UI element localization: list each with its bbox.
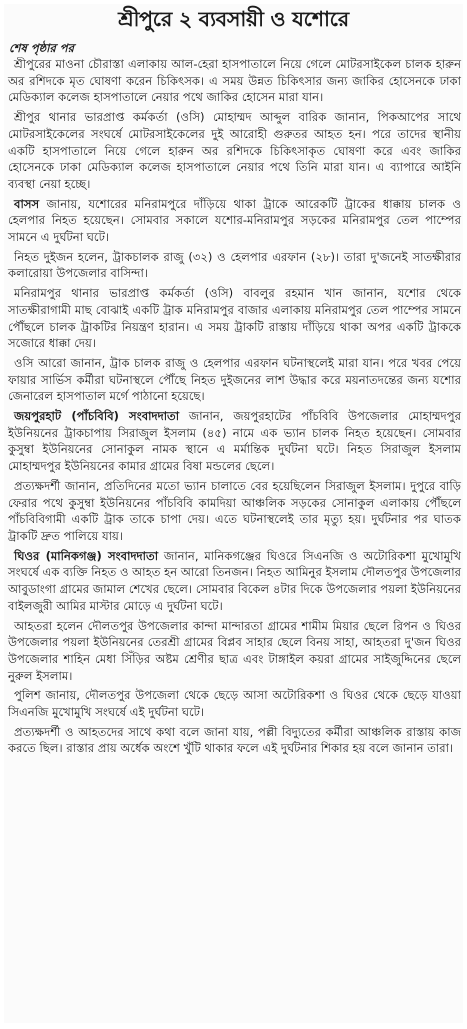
paragraph	[4, 196, 463, 246]
paragraph-text: প্রত্যক্ষদর্শী ও আহতদের সাথে কথা বলে জানা যায়, পল্লী বিদ্যুতের কর্মীরা আঞ্চলিক রাস্তায় কাজ করতে ছিল। রাস্তার প্রায় অর্ধেক অংশে খুঁটি থাকার ফলে এই দুর্ঘটনার শিকার হয় বলে জানান তারা।	[8, 724, 461, 756]
paragraph	[4, 249, 463, 282]
newspaper-clipping	[4, 4, 463, 1023]
paragraph-text: জানান, জয়পুরহাটের পাঁচবিবি উপজেলার মোহাম্মদপুর ইউনিয়নের ট্রাকচাপায় সিরাজুল ইসলাম (৪৫) নামে এক ভ্যান চালক নিহত হয়েছেন। সোমবার কুসুম্বা ইউনিয়নের সোনাকুল নামক স্থানে এ মর্মান্তিক দুর্ঘটনা ঘটে। নিহত সিরাজুল ইসলাম মোহাম্মদপুর ইউনিয়নের কামার গ্রামের বিষা মন্ডলের ছেলে।	[8, 409, 461, 474]
headline: শ্রীপুরে ২ ব্যবসায়ী ও যশোরে	[118, 7, 349, 31]
paragraph	[4, 724, 463, 757]
paragraph-lead: ঘিওর (মানিকগঞ্জ) সংবাদদাতা	[14, 548, 159, 563]
paragraph-text: আহতরা হলেন দৌলতপুর উপজেলার কান্দা মান্দারতা গ্রামের শামীম মিয়ার ছেলে রিপন ও ঘিওর উপজেলার পয়লা ইউনিয়নের তেরশ্রী গ্রামের বিপ্লব সাহার ছেলে বিনয় সাহা, আহতরা দু'জন ঘিওর উপজেলার শাহিন মেধা সিঁড়ির অষ্টম শ্রেণীর ছাত্র এবং টাঙ্গাইল কয়রা গ্রামের সাইজুদ্দিনের ছেলে নুরুল ইসলাম।	[8, 618, 461, 683]
paragraph	[4, 478, 463, 545]
paragraph-text: জানান, মানিকগঞ্জের ঘিওরে সিএনজি ও অটোরিকশা মুখোমুখি সংঘর্ষে এক ব্যক্তি নিহত ও আহত হন আরো তিনজন। নিহত আমিনুর ইসলাম দৌলতপুর উপজেলার আবুডাংগা গ্রামের জামাল শেখের ছেলে। সোমবার বিকেল ৪টার দিকে উপজেলার পয়লা ইউনিয়নের বাইলজুরী আমির মাস্টার মোড়ে এ দুর্ঘটনা ঘটে।	[8, 548, 462, 613]
paragraph-text: মনিরামপুর থানার ভারপ্রাপ্ত কর্মকর্তা (ওসি) বাবলুর রহমান খান জানান, যশোর থেকে সাতক্ষীরাগামী মাছ বোঝাই একটি ট্রাক মনিরামপুর বাজার এলাকায় মনিরামপুর তেল পাম্পের সামনে পৌঁছলে চালক ট্রাকটির নিয়ন্ত্রণ হারান। এ সময় ট্রাকটি রাস্তায় দাঁড়িয়ে থাকা অপর একটি ট্রাককে সজোরে ধাক্কা দেয়।	[8, 286, 461, 351]
paragraph	[4, 618, 463, 685]
paragraph	[4, 687, 463, 720]
paragraph-text: শ্রীপুরের মাওনা চৌরাস্তা এলাকায় আল-হেরা হাসপাতালে নিয়ে গেলে মোটরসাইকেল চালক হারুন অর রশিদকে মৃত ঘোষণা করেন চিকিৎসক। এ সময় উন্নত চিকিৎসার জন্য জাকির হোসেনকে ঢাকা মেডিক্যাল কলেজ হাসপাতালে নেয়ার পথে জাকির হোসেন মারা যান।	[8, 57, 461, 105]
paragraph-text: নিহত দুইজন হলেন, ট্রাকচালক রাজু (৩২) ও হেলপার এরফান (২৮)। তারা দু'জনেই সাতক্ষীরার কলারোয়া উপজেলার বাসিন্দা।	[8, 249, 461, 281]
paragraph-text: প্রত্যক্ষদর্শী জানান, প্রতিদিনের মতো ভ্যান চালাতে বের হয়েছিলেন সিরাজুল ইসলাম। দুপুরে বাড়ি ফেরার পথে কুসুম্বা ইউনিয়নের পাঁচবিবি কামদিয়া আঞ্চলিক সড়কের সোনাকুল এলাকায় পৌঁছলে পাঁচবিবিগামী একটি ট্রাক তাকে চাপা দেয়। এতে ঘটনাস্থলেই তার মৃত্যু হয়। দুর্ঘটনার পর ঘাতক ট্রাকটি দ্রুত পালিয়ে যায়।	[8, 478, 461, 543]
paragraph-text: ওসি আরো জানান, ট্রাক চালক রাজু ও হেলপার এরফান ঘটনাস্থলেই মারা যান। পরে খবর পেয়ে ফায়ার সার্ভিস কর্মীরা ঘটনাস্থলে পৌঁছে নিহত দুইজনের লাশ উদ্ধার করে ময়নাতদন্তের জন্য যশোর জেনারেল হাসপাতাল মর্গে পাঠানো হয়েছে।	[8, 355, 461, 404]
paragraph	[4, 56, 463, 106]
paragraph	[4, 285, 463, 352]
paragraph-text: জানায়, যশোরের মনিরামপুরে দাঁড়িয়ে থাকা ট্রাকে আরেকটি ট্রাকের ধাক্কায় চালক ও হেলপার নিহত হয়েছেন। সোমবার সকালে যশোর-মনিরামপুর সড়কের মনিরামপুর তেল পাম্পের সামনে এ দুর্ঘটনা ঘটে।	[8, 196, 461, 245]
continued-label: শেষ পৃষ্ঠার পর	[9, 41, 74, 55]
paragraph-text: পুলিশ জানায়, দৌলতপুর উপজেলা থেকে ছেড়ে আসা অটোরিকশা ও ঘিওর থেকে ছেড়ে যাওয়া সিএনজি মুখোমুখি সংঘর্ষে এই দুর্ঘটনা ঘটে।	[8, 688, 461, 720]
paragraph-text: শ্রীপুর থানার ভারপ্রাপ্ত কর্মকর্তা (ওসি) মোহাম্মদ আব্দুল বারিক জানান, পিকআপের সাথে মোটরসাইকেলের সংঘর্ষে মোটরসাইকেলের দুই আরোহী গুরুতর আহত হন। পরে তাদের স্থানীয় একটি হাসপাতালে নিয়ে গেলে হারুন অর রশিদকে চিকিৎসাকৃত ঘোষণা করে এবং জাকির হোসেনকে ঢাকা মেডিক্যাল কলেজ হাসপাতালে নেয়ার পথে তিনি মারা যান। এ ব্যাপারে আইনি ব্যবস্থা নেয়া হচ্ছে।	[8, 110, 461, 191]
paragraph	[4, 548, 463, 615]
paragraph	[4, 109, 463, 193]
paragraph	[4, 408, 463, 475]
paragraph-lead: জয়পুরহাট (পাঁচবিবি) সংবাদদাতা	[14, 409, 180, 424]
paragraph-lead: বাসস	[14, 196, 40, 211]
paragraph	[4, 355, 463, 405]
